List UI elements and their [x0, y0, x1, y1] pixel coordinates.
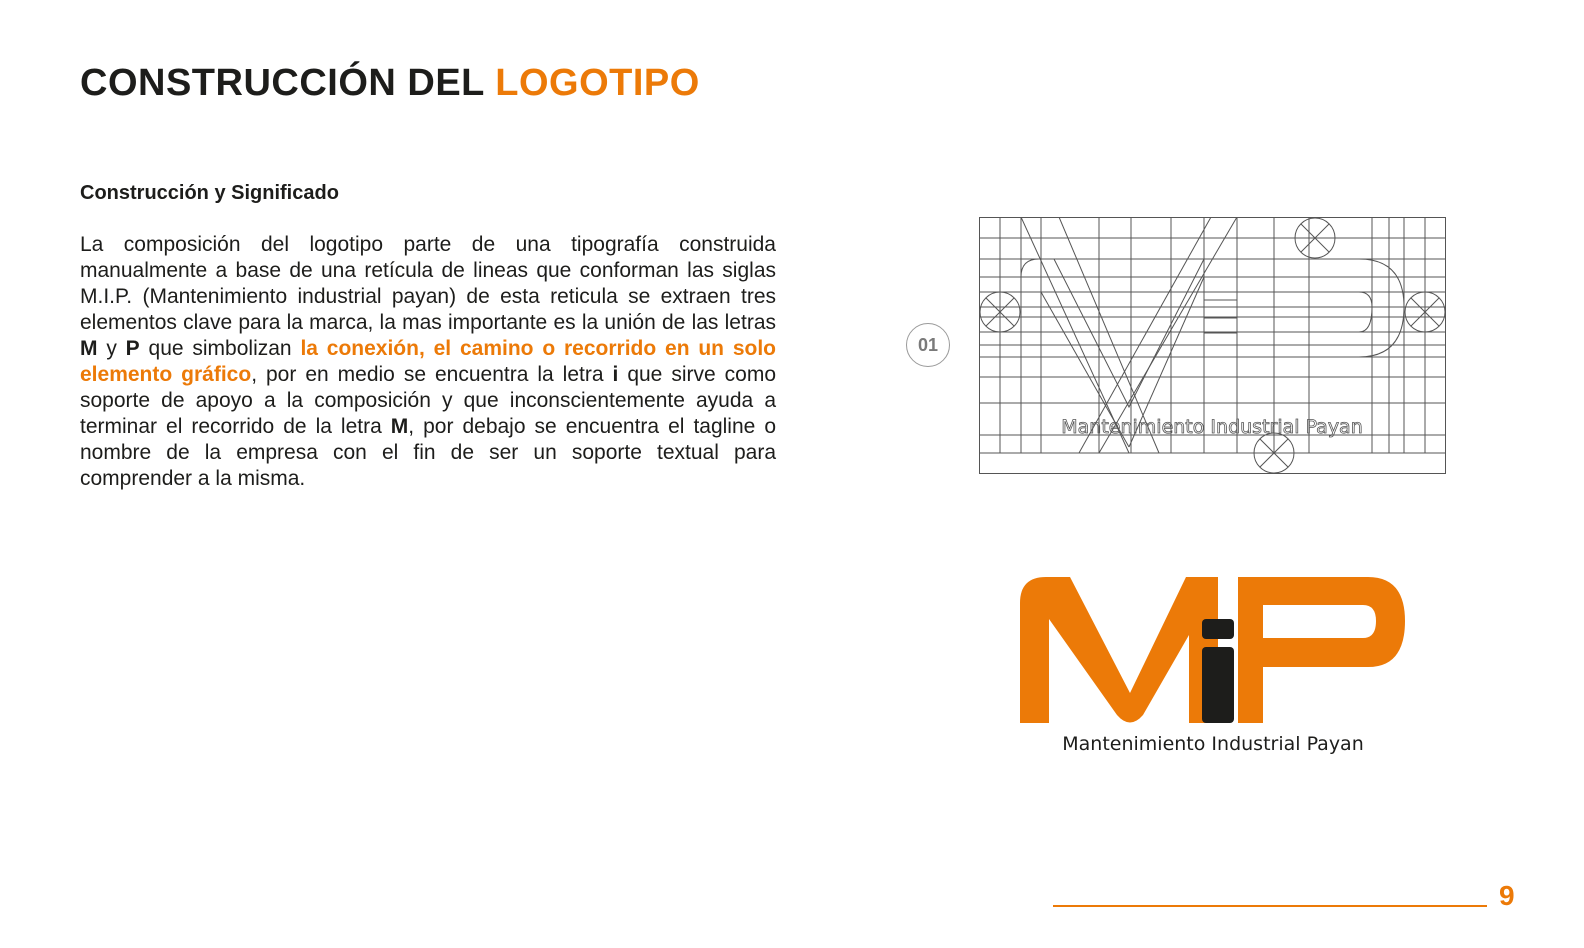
letter-m: M: [80, 337, 98, 360]
title-main: CONSTRUCCIÓN DEL: [80, 62, 496, 104]
page-title: [80, 62, 700, 105]
page-number: 9: [1499, 880, 1515, 911]
paragraph-highlight: la conexión, el camino o recorrido en un solo elemento gráfico: [80, 337, 777, 386]
figure-number-badge: 01: [906, 323, 950, 367]
letter-p: P: [125, 337, 140, 360]
logo-construction-grid: [979, 217, 1449, 477]
paragraph-part-3: que simbolizan: [139, 337, 301, 360]
footer-divider: [1053, 905, 1487, 907]
section-subtitle: Construcción y Significado: [80, 182, 339, 204]
paragraph-part-2: y: [97, 337, 126, 360]
logo-letter-m: [1020, 577, 1218, 723]
letter-i: i: [612, 363, 619, 386]
logo-letter-i-dot: [1202, 619, 1234, 639]
title-accent: LOGOTIPO: [495, 62, 700, 104]
logo-letter-p: [1238, 577, 1405, 723]
logo-letter-i-stem: [1202, 647, 1234, 723]
paragraph-part-1: La composición del logotipo parte de una tipografía construida manualmente a base de una retícula de lineas que conforman las siglas M.I.P. (Mantenimiento industrial payan) de esta reticula se extraen tres elementos clave para la marca, la mas importante es la unión de las letras: [80, 233, 776, 334]
paragraph-part-6: , por debajo se encuentra el tagline o nombre de la empresa con el fin de ser un soporte textual para comprender a la misma.: [80, 415, 777, 490]
section-paragraph: [80, 232, 776, 492]
construction-tagline: Mantenimiento Industrial Payan: [1061, 416, 1363, 438]
paragraph-part-4: , por en medio se encuentra la letra: [251, 363, 613, 386]
mip-logo: [1018, 575, 1410, 760]
logo-tagline: Mantenimiento Industrial Payan: [1062, 733, 1364, 755]
letter-m-2: M: [390, 415, 409, 438]
paragraph-part-5: que sirve como soporte de apoyo a la composición y que inconscientemente ayuda a terminar el recorrido de la letra: [80, 363, 776, 438]
